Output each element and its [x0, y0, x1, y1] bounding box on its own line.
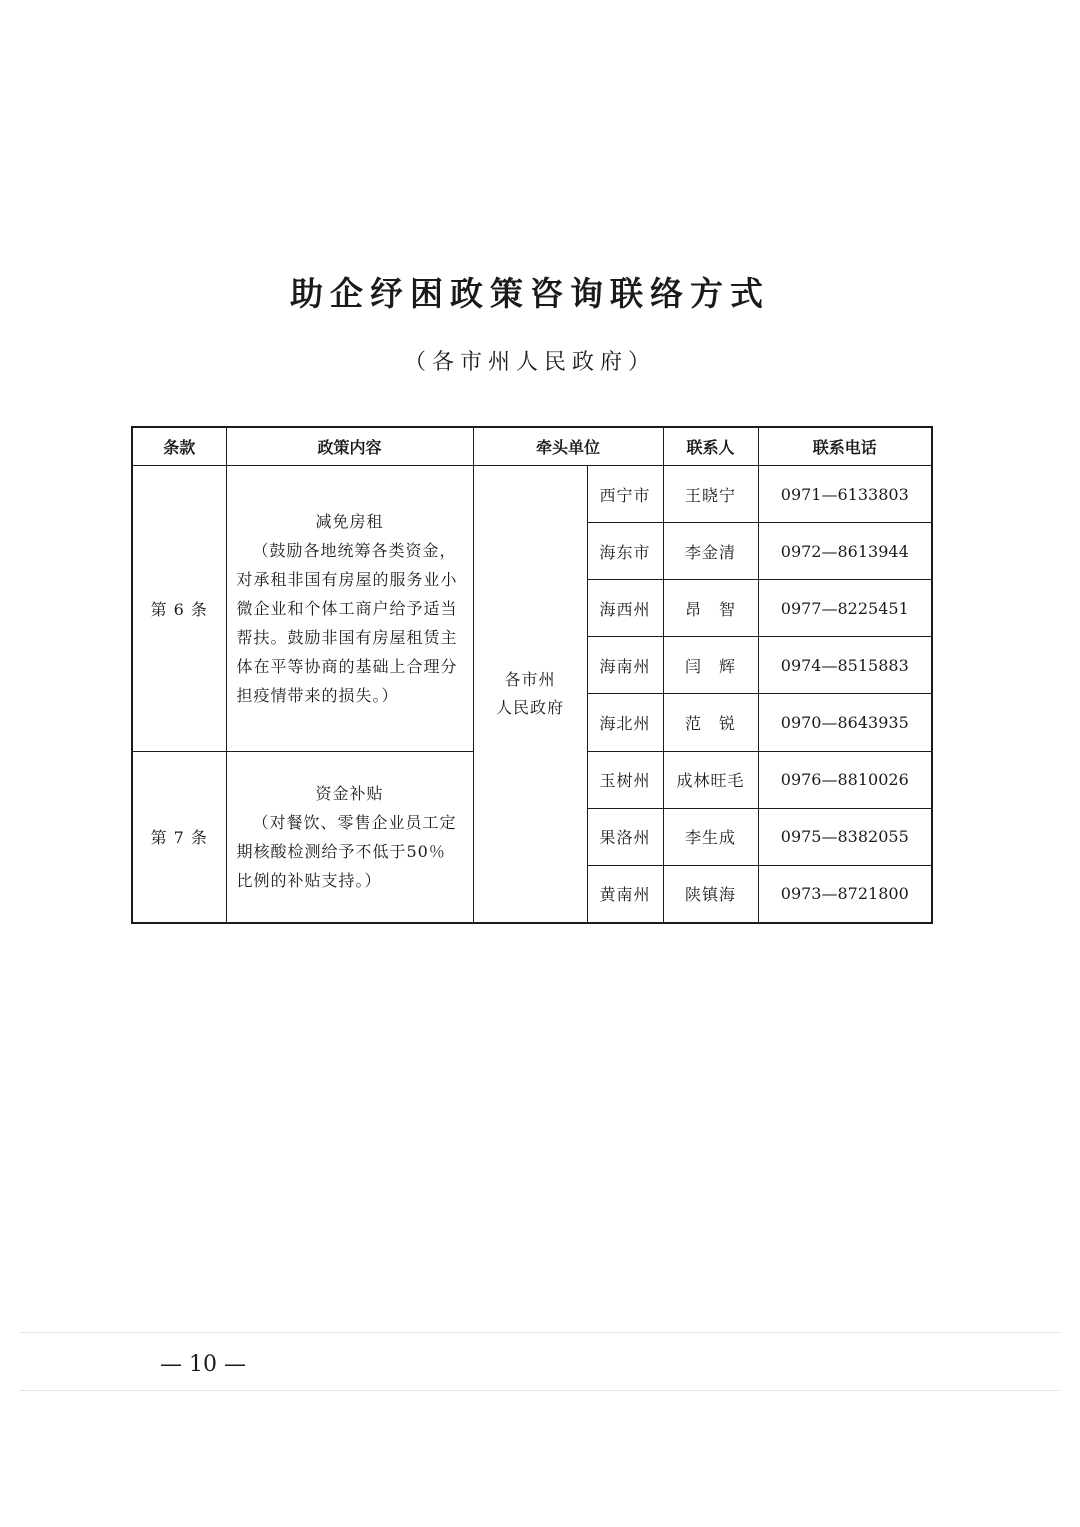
contact-person-cell: 闫 辉 [663, 637, 758, 694]
policy-body: （鼓励各地统筹各类资金，对承租非国有房屋的服务业小微企业和个体工商户给予适当帮扶。鼓励非国有房屋租赁主体在平等协商的基础上合理分担疫情带来的损失。） [236, 540, 458, 705]
header-clause: 条款 [132, 427, 226, 466]
region-cell: 黄南州 [587, 865, 663, 923]
policy-title: 资金补贴 [315, 783, 384, 803]
policy-cell [226, 466, 473, 752]
contact-table [131, 426, 933, 924]
page-subtitle: （各市州人民政府） [403, 350, 656, 375]
policy-body: （对餐饮、零售企业员工定期核酸检测给予不低于50％比例的补贴支持。） [236, 812, 457, 890]
contact-person-cell: 王晓宁 [663, 466, 758, 523]
header-lead-unit: 牵头单位 [473, 427, 663, 466]
phone-cell: 0971—6133803 [758, 466, 932, 523]
contact-person-cell: 成林旺毛 [663, 751, 758, 808]
phone-cell: 0976—8810026 [758, 751, 932, 808]
scan-noise-line [20, 1390, 1060, 1391]
region-cell: 玉树州 [587, 751, 663, 808]
scan-noise-line [20, 1332, 1060, 1333]
contact-person-cell: 陕镇海 [663, 865, 758, 923]
page-number: — 10 — [160, 1352, 246, 1377]
header-phone: 联系电话 [758, 427, 932, 466]
region-cell: 海东市 [587, 523, 663, 580]
phone-cell: 0977—8225451 [758, 580, 932, 637]
table-row [132, 466, 932, 523]
region-cell: 海北州 [587, 694, 663, 751]
region-cell: 海西州 [587, 580, 663, 637]
phone-cell: 0970—8643935 [758, 694, 932, 751]
phone-cell: 0974—8515883 [758, 637, 932, 694]
header-policy: 政策内容 [226, 427, 473, 466]
region-cell: 西宁市 [587, 466, 663, 523]
policy-cell [226, 751, 473, 923]
clause-cell: 第 7 条 [132, 751, 226, 923]
contact-person-cell: 李生成 [663, 808, 758, 865]
phone-cell: 0973—8721800 [758, 865, 932, 923]
header-contact-person: 联系人 [663, 427, 758, 466]
clause-cell: 第 6 条 [132, 466, 226, 752]
lead-unit-cell: 各市州 人民政府 [473, 466, 587, 924]
contact-person-cell: 李金清 [663, 523, 758, 580]
table-header-row [132, 427, 932, 466]
region-cell: 海南州 [587, 637, 663, 694]
contact-person-cell: 范 锐 [663, 694, 758, 751]
region-cell: 果洛州 [587, 808, 663, 865]
phone-cell: 0975—8382055 [758, 808, 932, 865]
phone-cell: 0972—8613944 [758, 523, 932, 580]
policy-title: 减免房租 [315, 511, 384, 531]
contact-person-cell: 昂 智 [663, 580, 758, 637]
page-title: 助企纾困政策咨询联络方式 [290, 274, 770, 313]
